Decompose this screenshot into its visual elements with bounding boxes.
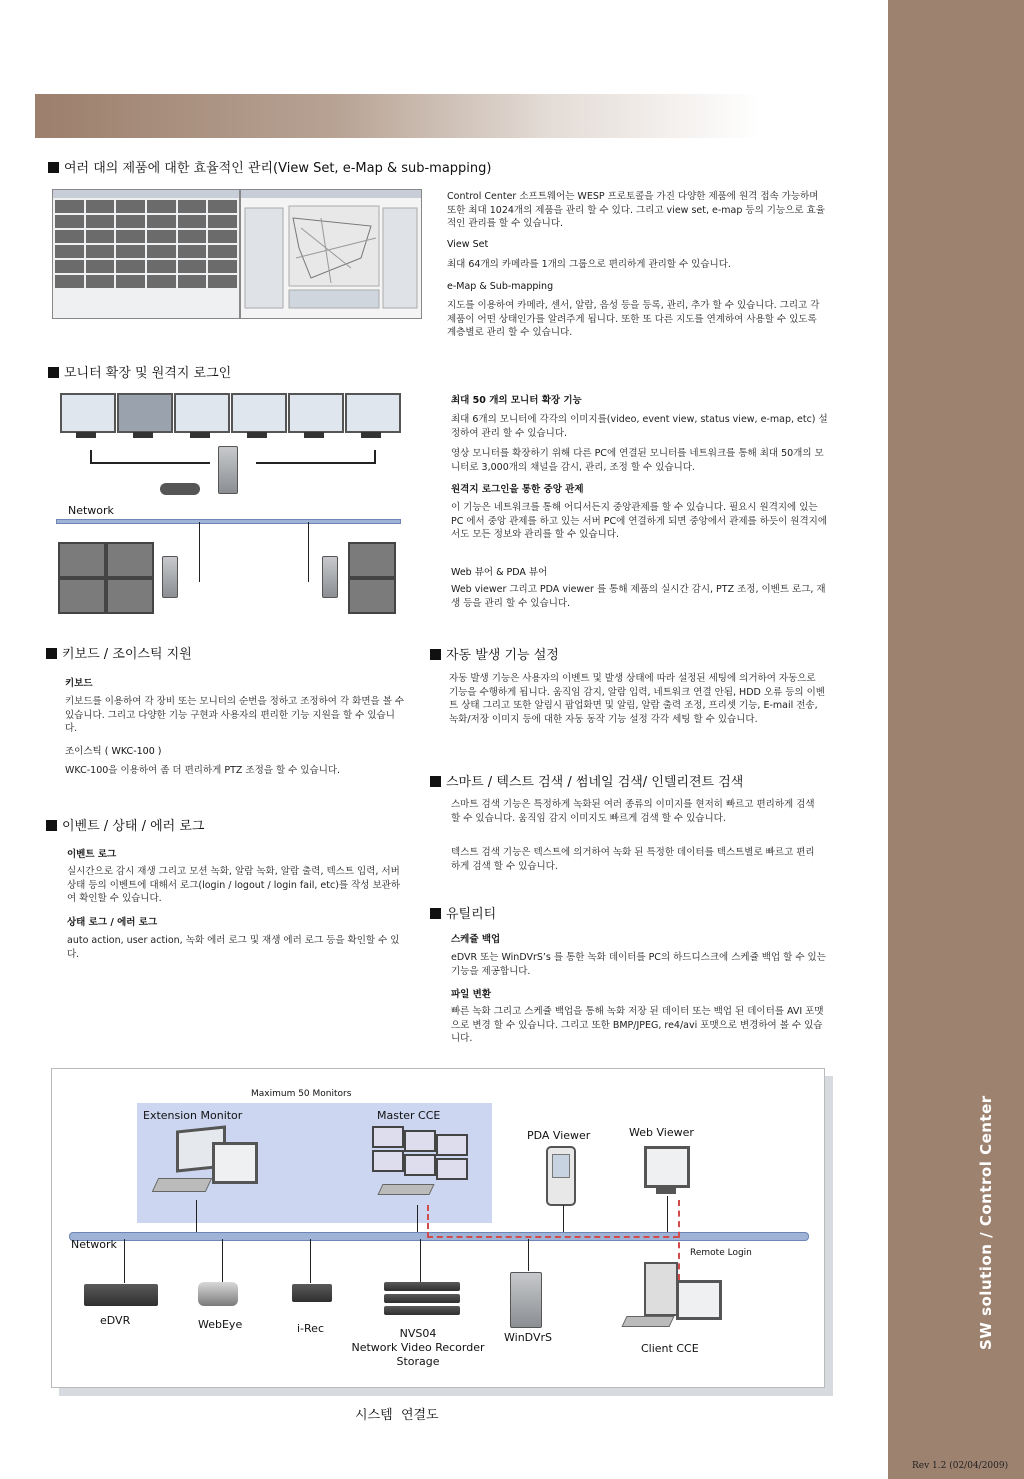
bullet-square-icon [430,776,441,787]
web-viewer-label: Web Viewer [629,1126,694,1139]
bullet-square-icon [48,367,59,378]
bullet-square-icon [46,820,57,831]
status-log-text: auto action, user action, 녹화 에러 로그 및 재생 에러 로그 등을 확인할 수 있다. [67,935,400,960]
section-heading-utility: 유틸리티 [430,903,496,922]
joystick-icon [160,483,200,495]
status-log-title: 상태 로그 / 에러 로그 [67,917,158,928]
section-heading-management: 여러 대의 제품에 대한 효율적인 관리(View Set, e-Map & sub-mapping) [48,157,492,176]
monitor-icon [288,393,344,433]
network-bar [56,519,401,524]
monitor-ext-text1: 최대 6개의 모니터에 각각의 이미지를(video, event view, status view, e-map, etc) 설정하여 관리 할 수 있습니다. [451,414,828,439]
section-heading-monitor: 모니터 확장 및 원격지 로그인 [48,362,231,381]
emap-title: e-Map & Sub-mapping [447,281,554,292]
edvr-label: eDVR [100,1314,131,1327]
server-pc-icon [218,446,238,494]
irec-label: i-Rec [297,1322,324,1335]
map-graphic [241,198,421,318]
section-heading-search: 스마트 / 텍스트 검색 / 썸네일 검색/ 인텔리젼트 검색 [430,771,743,790]
monitor-icon [117,393,173,433]
nvs04-label: NVS04 [399,1327,437,1340]
header-band [35,94,888,138]
nvs04-icon [384,1282,460,1291]
keyboard-icon [152,1178,213,1192]
viewset-text: 최대 64개의 카메라를 1개의 그룹으로 편리하게 관리할 수 있습니다. [447,259,731,270]
section-heading-auto: 자동 발생 기능 설정 [430,644,559,663]
extension-monitor-label: Extension Monitor [143,1109,243,1122]
diagram-caption: 시스템 연결도 [355,1408,439,1423]
schedule-title: 스케쥴 백업 [451,934,501,945]
search-text1: 스마트 검색 기능은 특정하게 녹화된 여러 종류의 이미지를 현저히 빠르고 편리하게 검색 할 수 있습니다. 움직임 감지 이미지도 빠르게 검색 할 수 있습니다. [451,799,815,824]
search-text2: 텍스트 검색 기능은 텍스트에 의거하여 녹화 된 특정한 데이터를 텍스트별로 빠르고 편리하게 검색 할 수 있습니다. [451,847,815,872]
diagram-network-label: Network [71,1238,117,1251]
monitor-icon [58,542,106,578]
bullet-square-icon [430,908,441,919]
section1-intro: Control Center 소프트웨어는 WESP 프로토콜을 가진 다양한 제품에 원격 접속 가능하며 또한 최대 1024개의 제품을 관리 할 수 있다. 그리고 view set, e-map 등의 기능으로 효율적인 관리를 할 수 있습니다. [447,191,825,229]
webeye-camera-icon [198,1282,238,1306]
auto-text: 자동 발생 기능은 사용자의 이벤트 및 발생 상태에 따라 설정된 세팅에 의거하여 자동으로 기능을 수행하게 됩니다. 움직임 감지, 알람 입력, 네트워크 연결 안됨, HDD 오류 등의 이벤트 상태 그리고 또한 알림시 팝업화면 및 알림, 알람 출력 조정, 프리셋 기능, E-mail 전송, 녹화/저장 이미지 등에 대한 자동 동작 기능 설정 각각 세팅 할 수 있습니다. [449,673,825,725]
windvrs-label: WinDVrS [504,1331,552,1344]
bullet-square-icon [48,162,59,173]
web-title: Web 뷰어 & PDA 뷰어 [451,567,548,578]
keyboard-title: 키보드 [65,678,93,689]
section-heading-log: 이벤트 / 상태 / 에러 로그 [46,815,204,834]
master-cce-label: Master CCE [377,1109,441,1122]
monitor-icon [58,578,106,614]
monitor-icon [212,1142,258,1184]
event-log-title: 이벤트 로그 [67,849,117,860]
joystick-text: WKC-100을 이용하여 좀 더 편리하게 PTZ 조정을 할 수 있습니다. [65,765,341,776]
revision-label: Rev 1.2 (02/04/2009) [912,1461,1009,1471]
bullet-square-icon [46,648,57,659]
file-title: 파일 변환 [451,989,492,1000]
edvr-icon [84,1284,158,1306]
webeye-label: WebEye [198,1318,243,1331]
monitor-ext-title: 최대 50 개의 모니터 확장 기능 [451,395,582,406]
emap-screenshot [240,189,422,319]
network-label: Network [68,504,114,517]
pda-icon [546,1146,576,1206]
monitor-icon [348,542,396,578]
monitor-icon [231,393,287,433]
monitor-icon [345,393,401,433]
monitor-ext-text2: 영상 모니터를 확장하기 위해 다른 PC에 연결된 모니터를 네트워크를 통해 최대 50개의 모니터로 3,000개의 채널을 감시, 관리, 조정 할 수 있습니다. [451,448,824,473]
client-pc-icon [644,1262,678,1316]
web-text: Web viewer 그리고 PDA viewer 를 통해 제품의 실시간 감시, PTZ 조정, 이벤트 로그, 재생 등을 관리 할 수 있습니다. [451,584,826,609]
monitor-icon [174,393,230,433]
sidebar-title: SW solution / Control Center [977,1095,995,1350]
irec-icon [292,1284,332,1302]
client-cce-label: Client CCE [641,1342,699,1355]
client-keyboard-icon [621,1316,674,1327]
viewset-screenshot [52,189,240,319]
monitor-icon [60,393,116,433]
bullet-square-icon [430,649,441,660]
storage-label: Storage [396,1355,440,1368]
pda-viewer-label: PDA Viewer [527,1129,591,1142]
monitor-icon [106,542,154,578]
schedule-text: eDVR 또는 WinDVrS’s 를 통한 녹화 데이터를 PC의 하드디스크에 스케쥴 백업 할 수 있는 기능을 제공합니다. [451,952,826,977]
remote-title: 원격지 로그인을 통한 중앙 관제 [451,484,584,495]
nvr-label: Network Video Recorder [351,1341,485,1354]
remote-login-path [427,1236,679,1238]
max-monitors-label: Maximum 50 Monitors [251,1089,352,1099]
remote-text: 이 기능은 네트워크를 통해 어디서든지 중앙관제를 할 수 있습니다. 필요시 원격지에 있는 PC 에서 중앙 관제를 하고 있는 서버 PC에 연결하게 되면 중앙에서 관제를 하듯이 원격지에서도 모든 정보와 관리를 할 수 있습니다. [451,502,828,540]
keyboard-text: 키보드를 이용하여 각 장비 또는 모니터의 순번을 정하고 조정하여 각 화면을 볼 수 있습니다. 그리고 다양한 기능 구현과 사용자의 편리한 기능 지원을 할 수 있습니다. [65,696,405,734]
pc-icon [162,556,178,598]
remote-login-label: Remote Login [690,1248,752,1258]
nvs04-label-group [320,1327,516,1369]
client-monitor-icon [676,1280,722,1320]
joystick-title: 조이스틱 ( WKC-100 ) [65,746,162,757]
emap-text: 지도를 이용하여 카메라, 센서, 알람, 음성 등을 등록, 관리, 추가 할 수 있습니다. 그리고 각 제품이 어떤 상태인가를 알려주게 됩니다. 또한 또 다른 지도를 연계하여 사용할 수 있도록 계층별로 관리 할 수 있습니다. [447,300,820,338]
sidebar-band [888,0,1024,1479]
web-monitor-icon [644,1146,690,1188]
monitor-icon [348,578,396,614]
monitor-network-figure [56,388,406,616]
windvrs-server-icon [510,1272,542,1328]
monitor-icon [106,578,154,614]
file-text: 빠른 녹화 그리고 스케쥴 백업을 통해 녹화 저장 된 데이터 또는 백업 된 데이터를 AVI 포맷으로 변경 할 수 있습니다. 그리고 또한 BMP/JPEG, re4/avi 포맷으로 변경하여 볼 수 있습니다. [451,1006,824,1044]
section-heading-keyboard: 키보드 / 조이스틱 지원 [46,643,192,662]
pc-icon [322,556,338,598]
event-log-text: 실시간으로 감시 재생 그리고 모션 녹화, 알람 녹화, 알람 출력, 텍스트 입력, 서버 상태 등의 이벤트에 대해서 로그(login / logout / login fail, etc)를 작성 보관하여 확인할 수 있습니다. [67,866,400,904]
master-cce-monitors [372,1126,482,1202]
viewset-title: View Set [447,239,489,250]
